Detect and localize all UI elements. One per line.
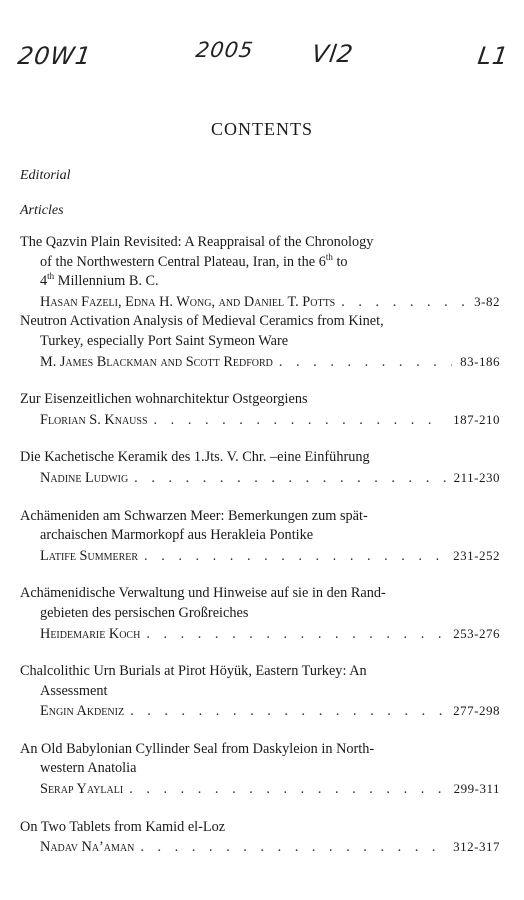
article-author: Nadav Na’aman (40, 839, 135, 856)
section-editorial: Editorial (20, 168, 71, 183)
author-line (20, 352, 500, 373)
leader-dots (129, 780, 445, 800)
page-range: 253-276 (453, 625, 500, 641)
article-title: western Anatolia (40, 760, 137, 777)
leader-dots (130, 702, 445, 722)
author-line (20, 468, 500, 489)
article-title: An Old Babylonian Cyllinder Seal from Daskyleion in North- (20, 740, 375, 757)
author-line (20, 701, 500, 722)
leader-dots (279, 353, 452, 373)
page-range: 312-317 (453, 839, 500, 855)
leader-dots (154, 411, 446, 431)
author-line (20, 624, 500, 645)
article-author: Engin Akdeniz (40, 703, 125, 720)
article-title: Achämeniden am Schwarzen Meer: Bemerkungen zum spät- (20, 507, 368, 524)
toc-entry (20, 818, 500, 858)
author-line (20, 779, 500, 800)
leader-dots (146, 625, 445, 645)
article-title: gebieten des persischen Großreiches (40, 604, 249, 621)
page-range: 83-186 (460, 353, 500, 369)
leader-dots (134, 469, 445, 489)
article-title: Turkey, especially Port Saint Symeon Ware (40, 332, 289, 349)
author-line (20, 546, 500, 567)
article-author: Heidemarie Koch (40, 625, 141, 642)
toc-entry (20, 390, 500, 430)
article-title: Neutron Activation Analysis of Medieval Ceramics from Kinet, (20, 313, 384, 330)
article-title: On Two Tablets from Kamid el-Loz (20, 818, 226, 835)
leader-dots (140, 838, 445, 858)
article-author: Nadine Ludwig (40, 469, 129, 486)
article-title: 4th Millennium B. C. (40, 271, 159, 290)
toc-entry (20, 662, 500, 722)
page-title: CONTENTS (211, 119, 313, 139)
page-range: 187-210 (453, 411, 500, 427)
toc-entry (20, 312, 500, 372)
toc-entry (20, 584, 500, 644)
toc-entry (20, 448, 500, 488)
toc-entry (20, 507, 500, 567)
article-author: M. James Blackman and Scott Redford (40, 353, 273, 370)
page-range: 299-311 (453, 781, 500, 797)
handwritten-notes (0, 36, 524, 86)
article-title: of the Northwestern Central Plateau, Iran, in the 6th to (40, 251, 348, 270)
article-title: The Qazvin Plain Revisited: A Reappraisal of the Chronology (20, 234, 374, 250)
article-author: Latife Summerer (40, 547, 139, 564)
article-author: Hasan Fazeli, Edna H. Wong, and Daniel T. Potts (40, 293, 336, 310)
toc-entry (20, 233, 500, 312)
table-of-contents (20, 233, 500, 858)
article-title: Chalcolithic Urn Burials at Pirot Höyük, Eastern Turkey: An (20, 663, 367, 680)
toc-entry (20, 740, 500, 800)
leader-dots (341, 293, 466, 313)
article-author: Serap Yaylali (40, 781, 124, 798)
article-title: Assessment (40, 682, 108, 699)
page-range: 3-82 (474, 293, 500, 309)
article-title: Die Kachetische Keramik des 1.Jts. V. Chr. –eine Einführung (20, 449, 370, 466)
page-range: 231-252 (453, 547, 500, 563)
author-line (20, 410, 500, 431)
page-range: 277-298 (453, 703, 500, 719)
article-author: Florian S. Knauß (40, 411, 148, 428)
leader-dots (144, 547, 445, 567)
article-title: Achämenidische Verwaltung und Hinweise auf sie in den Rand- (20, 585, 386, 602)
page-range: 211-230 (453, 469, 500, 485)
handwritten-note: L1 (476, 42, 511, 70)
author-line (20, 292, 500, 313)
author-line (20, 837, 500, 858)
handwritten-note: 20W1 (16, 42, 94, 70)
article-title: archaischen Marmorkopf aus Herakleia Pontike (40, 527, 314, 544)
handwritten-note: Vl2 (310, 40, 356, 68)
article-title: Zur Eisenzeitlichen wohnarchitektur Ostgeorgiens (20, 391, 308, 408)
section-articles: Articles (20, 203, 64, 218)
handwritten-note: 2005 (194, 38, 256, 62)
